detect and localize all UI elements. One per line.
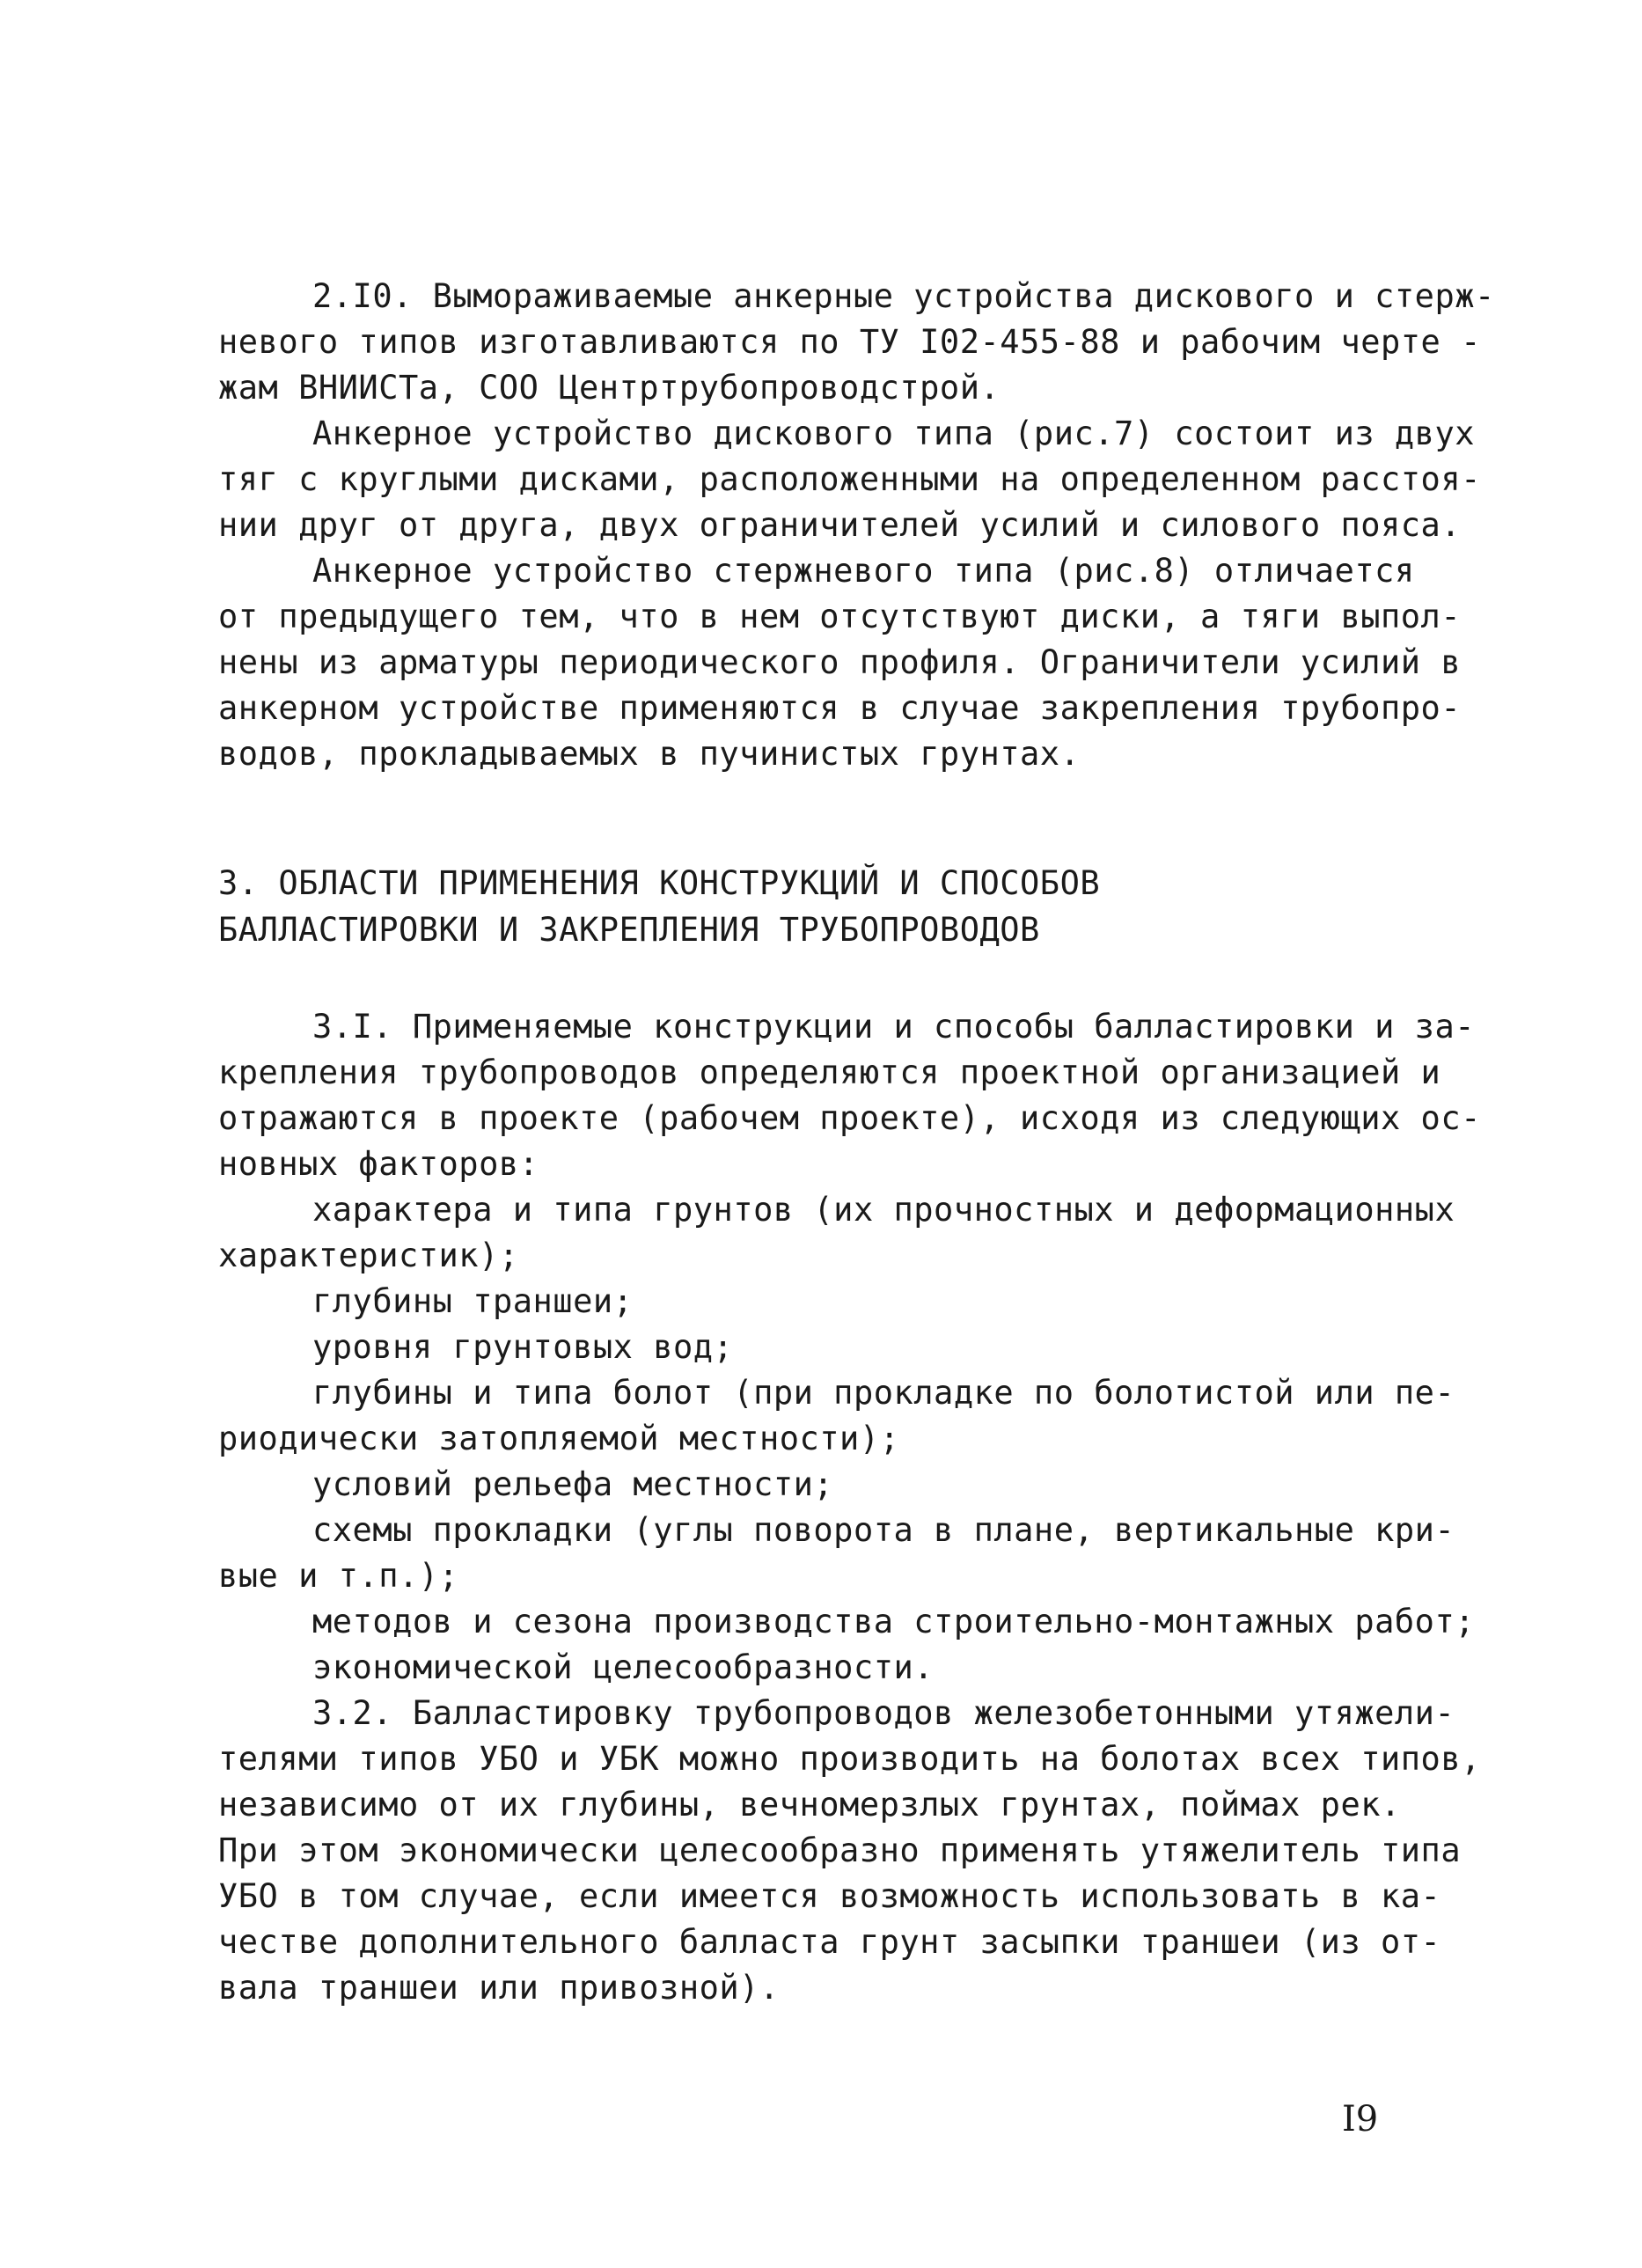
paragraph-line: Анкерное устройство дискового типа (рис.7) состоит из двух — [312, 415, 1476, 452]
paragraph-line: 3.I. Применяемые конструкции и способы балластировки и за- — [312, 1008, 1476, 1046]
paragraph-line: независимо от их глубины, вечномерзлых грунтах, поймах рек. — [218, 1786, 1401, 1824]
paragraph-line: отражаются в проекте (рабочем проекте), исходя из следующих ос- — [218, 1099, 1481, 1137]
list-item: глубины и типа болот (при прокладке по болотистой или пе- — [312, 1374, 1455, 1412]
list-item: методов и сезона производства строительно-монтажных работ; — [312, 1603, 1476, 1640]
list-item: экономической целесообразности. — [312, 1648, 935, 1686]
paragraph-line: невого типов изготавливаются по ТУ I02-455-88 и рабочим черте - — [218, 323, 1481, 361]
paragraph-line: 2.I0. Вымораживаемые анкерные устройства дискового и стерж- — [312, 277, 1495, 315]
list-item: уровня грунтовых вод; — [312, 1328, 734, 1366]
paragraph-line: УБО в том случае, если имеется возможность использовать в ка- — [218, 1877, 1441, 1915]
paragraph-line: честве дополнительного балласта грунт засыпки траншеи (из от- — [218, 1923, 1441, 1961]
section-heading: БАЛЛАСТИРОВКИ И ЗАКРЕПЛЕНИЯ ТРУБОПРОВОДОВ — [218, 911, 1040, 949]
list-item: вые и т.п.); — [218, 1557, 459, 1595]
list-item: схемы прокладки (углы поворота в плане, вертикальные кри- — [312, 1511, 1455, 1549]
paragraph-line: телями типов УБО и УБК можно производить на болотах всех типов, — [218, 1740, 1481, 1778]
paragraph-line: крепления трубопроводов определяются проектной организацией и — [218, 1053, 1441, 1091]
paragraph-line: анкерном устройстве применяются в случае закрепления трубопро- — [218, 689, 1462, 727]
list-item: условий рельефа местности; — [312, 1465, 834, 1503]
page-number: I9 — [1342, 2099, 1379, 2140]
list-item: риодически затопляемой местности); — [218, 1420, 900, 1457]
list-item: глубины траншеи; — [312, 1282, 634, 1320]
paragraph-line: тяг с круглыми дисками, расположенными на определенном расстоя- — [218, 460, 1481, 498]
paragraph-line: жам ВНИИСТа, СОО Центртрубопроводстрой. — [218, 369, 1001, 407]
paragraph-line: 3.2. Балластировку трубопроводов железобетонными утяжели- — [312, 1694, 1455, 1732]
section-heading: 3. ОБЛАСТИ ПРИМЕНЕНИЯ КОНСТРУКЦИЙ И СПОСОБОВ — [218, 864, 1101, 902]
paragraph-line: от предыдущего тем, что в нем отсутствуют диски, а тяги выпол- — [218, 598, 1462, 635]
list-item: характеристик); — [218, 1237, 519, 1274]
paragraph-line: вала траншеи или привозной). — [218, 1969, 780, 2007]
paragraph-line: новных факторов: — [218, 1145, 539, 1183]
paragraph-line: нены из арматуры периодического профиля. Ограничители усилий в — [218, 643, 1462, 681]
paragraph-line: Анкерное устройство стержневого типа (рис.8) отличается — [312, 552, 1415, 590]
paragraph-line: нии друг от друга, двух ограничителей усилий и силового пояса. — [218, 506, 1462, 544]
list-item: характера и типа грунтов (их прочностных и деформационных — [312, 1191, 1455, 1229]
paragraph-line: водов, прокладываемых в пучинистых грунтах. — [218, 735, 1081, 773]
paragraph-line: При этом экономически целесообразно применять утяжелитель типа — [218, 1831, 1462, 1869]
